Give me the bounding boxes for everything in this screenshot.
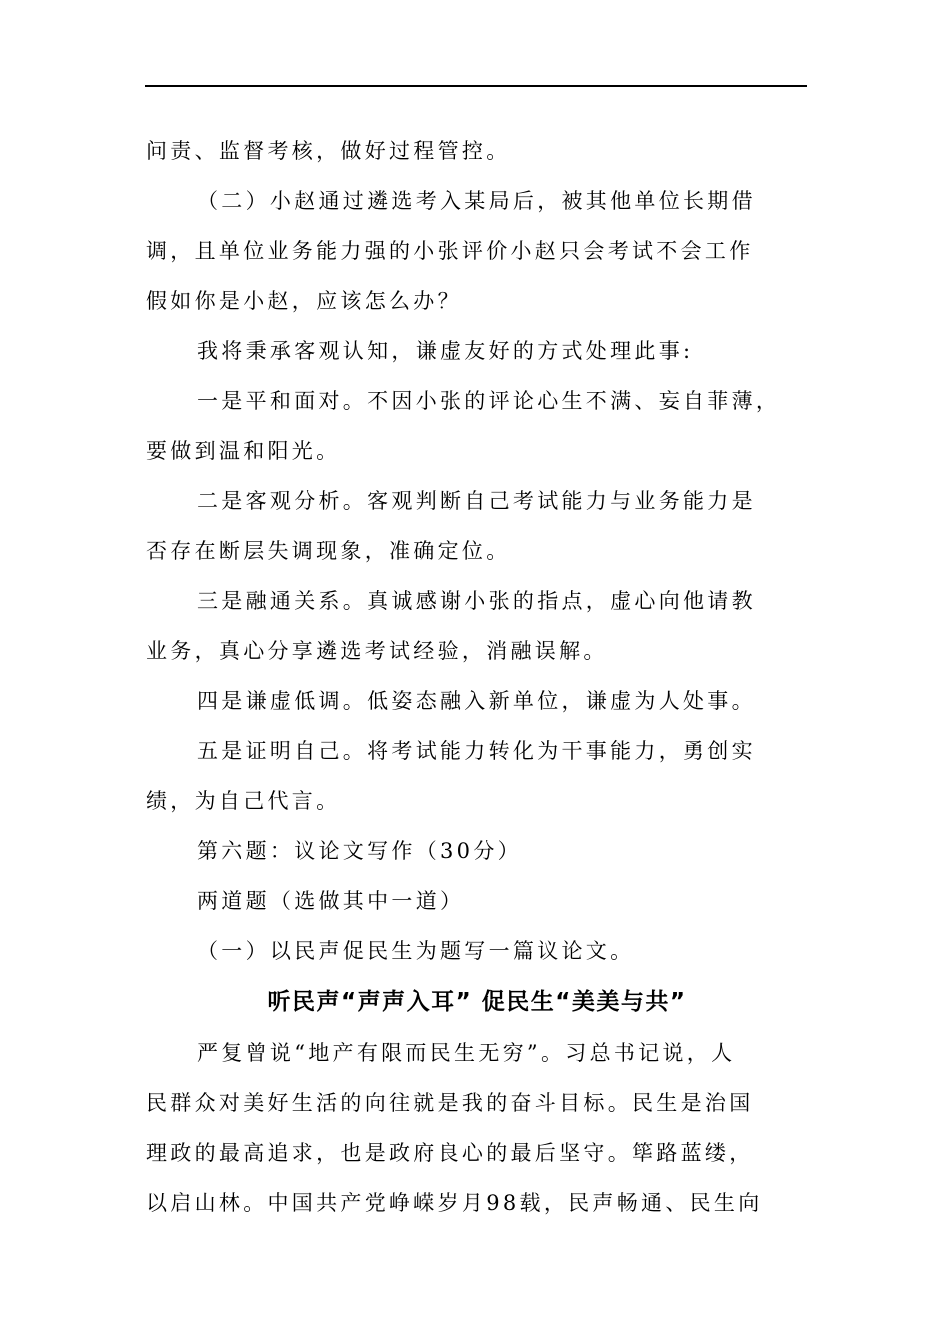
paragraph: [146, 826, 808, 876]
paragraph: [146, 1028, 808, 1228]
text-line: 假如你是小赵，应该怎么办？: [146, 289, 462, 313]
text-line: 绩，为自己代言。: [146, 789, 341, 813]
text-line: 我将秉承客观认知，谦虚友好的方式处理此事:: [197, 339, 694, 363]
text-line: 民群众对美好生活的向往就是我的奋斗目标。民生是治国: [146, 1091, 754, 1115]
text-line: （二）小赵通过遴选考入某局后，被其他单位长期借: [197, 189, 756, 213]
paragraph: [146, 576, 808, 676]
text-line: 理政的最高追求，也是政府良心的最后坚守。筚路蓝缕，: [146, 1141, 754, 1165]
text-line: 问责、监督考核，做好过程管控。: [146, 139, 511, 163]
paragraph: [146, 676, 808, 726]
text-line: 否存在断层失调现象，准确定位。: [146, 539, 511, 563]
essay-title: 听民声“声声入耳” 促民生“美美与共”: [267, 989, 687, 1015]
header-rule: [145, 85, 807, 87]
text-line: 一是平和面对。不因小张的评论心生不满、妄自菲薄，: [197, 389, 781, 413]
text-line: 第六题：议论文写作（30分）: [197, 839, 522, 863]
paragraph: [146, 326, 808, 376]
paragraph: [146, 126, 808, 176]
paragraph: [146, 176, 808, 326]
document-body: [146, 126, 808, 1228]
text-line: 调，且单位业务能力强的小张评价小赵只会考试不会工作: [146, 239, 754, 263]
paragraph: [146, 476, 808, 576]
text-line: 三是融通关系。真诚感谢小张的指点，虚心向他请教: [197, 589, 756, 613]
essay-section: [146, 1028, 808, 1228]
paragraph: [146, 876, 808, 926]
text-line: 要做到温和阳光。: [146, 439, 341, 463]
text-line: 以启山林。中国共产党峥嵘岁月98载，民声畅通、民生向: [146, 1191, 763, 1215]
text-line: 两道题（选做其中一道）: [197, 889, 465, 913]
paragraph: [146, 376, 808, 476]
paragraph: [146, 726, 808, 826]
paragraph: [146, 926, 808, 976]
text-line: 二是客观分析。客观判断自己考试能力与业务能力是: [197, 489, 756, 513]
text-line: 五是证明自己。将考试能力转化为干事能力，勇创实: [197, 739, 756, 763]
text-line: 四是谦虚低调。低姿态融入新单位，谦虚为人处事。: [197, 689, 756, 713]
text-line: （一）以民声促民生为题写一篇议论文。: [197, 939, 635, 963]
answer-section: [146, 126, 808, 976]
text-line: 严复曾说“地产有限而民生无穷”。习总书记说，人: [197, 1041, 736, 1065]
text-line: 业务，真心分享遴选考试经验，消融误解。: [146, 639, 608, 663]
